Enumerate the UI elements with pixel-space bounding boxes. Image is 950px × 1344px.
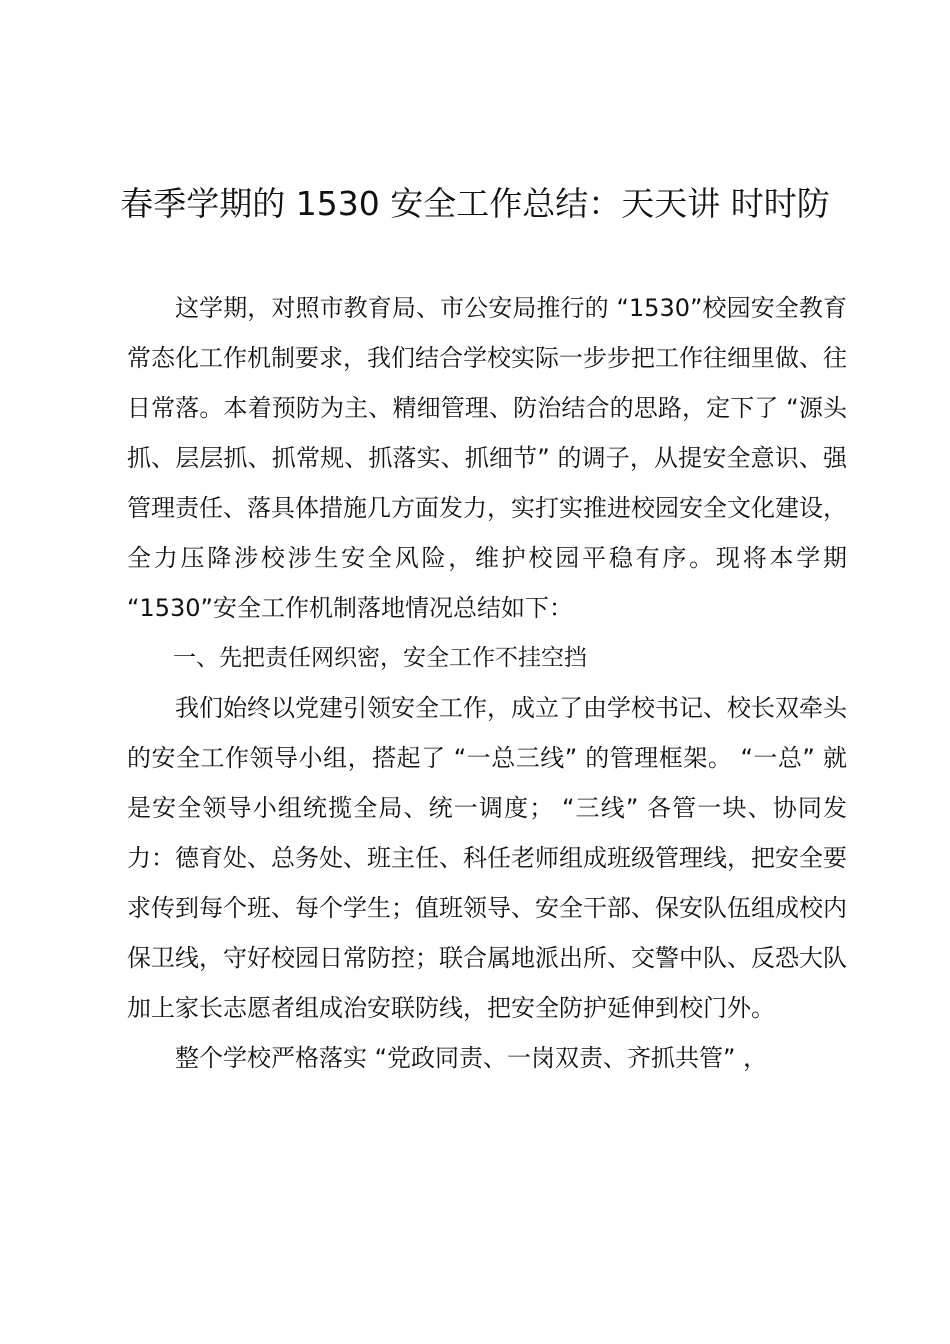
body-paragraph: 我们始终以党建引领安全工作，成立了由学校书记、校长双牵头的安全工作领导小组，搭起了 “一总三线” 的管理框架。 “一总” 就是安全领导小组统揽全局、统一调度； “三线” 各管一块、协同发力：德育处、总务处、班主任、科任老师组成班级管理线，把安全要求传到每个班、每个学生；值班领导、安全干部、保安队伍组成校内保卫线，守好校园日常防控；联合属地派出所、交警中队、反恐大队加上家长志愿者组成治安联防线，把安全防护延伸到校门外。 [127,694,847,1022]
document-body [127,283,847,1083]
document-title: 春季学期的 1530 安全工作总结：天天讲 时时防 [120,184,830,223]
section-heading: 一、先把责任网织密，安全工作不挂空挡 [173,645,587,671]
intro-paragraph: 这学期，对照市教育局、市公安局推行的 “1530”校园安全教育常态化工作机制要求，我们结合学校实际一步步把工作往细里做、往日常落。本着预防为主、精细管理、防治结合的思路，定下了 “源头抓、层层抓、抓常规、抓落实、抓细节” 的调子，从提安全意识、强管理责任、落具体措施几方面发力，实打实推进校园安全文化建设，全力压降涉校涉生安全风险，维护校园平稳有序。现将本学期 “1530”安全工作机制落地情况总结如下： [127,294,847,622]
body-paragraph: 整个学校严格落实 “党政同责、一岗双责、齐抓共管” ， [175,1044,768,1072]
